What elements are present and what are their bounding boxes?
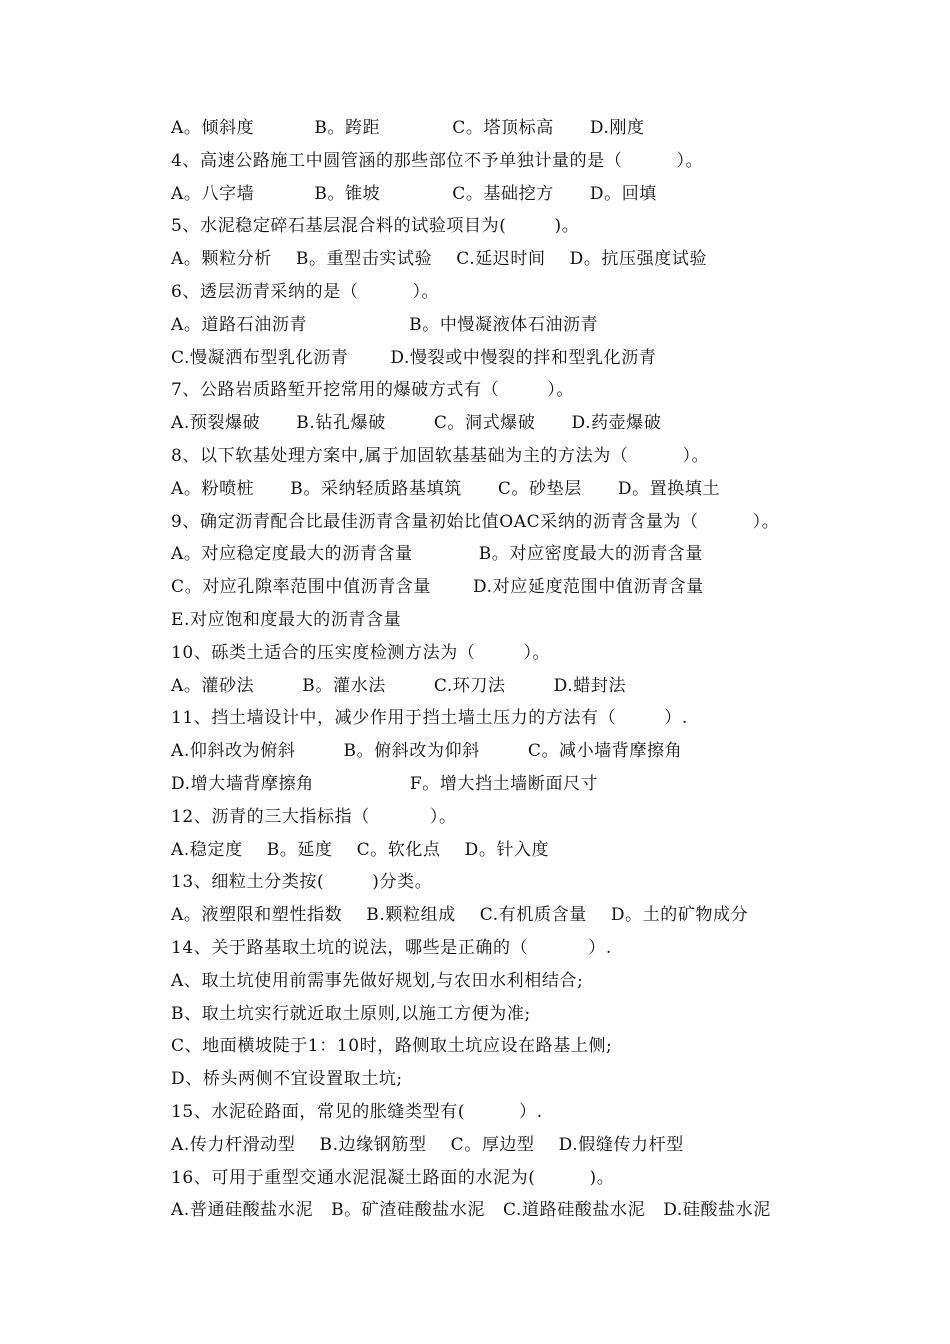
options-line-q9-b: C。对应孔隙率范围中值沥青含量 D.对应延度范围中值沥青含量 (171, 577, 704, 598)
options-line-q9-c: E.对应饱和度最大的沥青含量 (171, 609, 402, 630)
question-4: 4、高速公路施工中圆管涵的那些部位不予单独计量的是（ ）。 (171, 150, 704, 171)
question-13: 13、细粒土分类按( )分类。 (171, 872, 433, 893)
question-6: 6、透层沥青采纳的是（ ）。 (171, 281, 440, 302)
question-12: 12、沥青的三大指标指（ ）。 (171, 806, 457, 827)
options-line-q6-a: A。道路石油沥青 B。中慢凝液体石油沥青 (171, 314, 599, 335)
question-14: 14、关于路基取土坑的说法，哪些是正确的（ ）. (171, 937, 612, 958)
options-line-q8: A。粉喷桩 B。采纳轻质路基填筑 C。砂垫层 D。置换填土 (171, 478, 721, 499)
options-line-q14-d: D、桥头两侧不宜设置取土坑; (171, 1069, 403, 1090)
question-16: 16、可用于重型交通水泥混凝土路面的水泥为( )。 (171, 1167, 615, 1188)
question-10: 10、砾类土适合的压实度检测方法为（ ）。 (171, 642, 551, 663)
options-line-q15: A.传力杆滑动型 B.边缘钢筋型 C。厚边型 D.假缝传力杆型 (171, 1134, 684, 1155)
exam-question-list (171, 112, 931, 1227)
options-line-q10: A。灌砂法 B。灌水法 C.环刀法 D.蜡封法 (171, 675, 627, 696)
options-line-q14-c: C、地面横坡陡于1：10时，路侧取土坑应设在路基上侧; (171, 1036, 613, 1057)
question-8: 8、以下软基处理方案中,属于加固软基基础为主的方法为（ ）。 (171, 445, 710, 466)
question-5: 5、水泥稳定碎石基层混合料的试验项目为( )。 (171, 216, 580, 237)
options-line-q14-b: B、取土坑实行就近取土原则,以施工方便为准; (171, 1003, 531, 1024)
question-11: 11、挡土墙设计中，减少作用于挡土墙土压力的方法有（ ）. (171, 708, 688, 729)
question-7: 7、公路岩质路堑开挖常用的爆破方式有（ ）。 (171, 380, 574, 401)
question-15: 15、水泥砼路面，常见的胀缝类型有( ）. (171, 1101, 543, 1122)
options-line-q4: A。八字墙 B。锥坡 C。基础挖方 D。回填 (171, 183, 657, 204)
options-line-q9-a: A。对应稳定度最大的沥青含量 B。对应密度最大的沥青含量 (171, 544, 704, 565)
options-line-q12: A.稳定度 B。延度 C。软化点 D。针入度 (171, 839, 550, 860)
options-line-q3: A。倾斜度 B。跨距 C。塔顶标高 D.刚度 (171, 118, 645, 138)
options-line-q6-b: C.慢凝洒布型乳化沥青 D.慢裂或中慢裂的拌和型乳化沥青 (171, 347, 657, 368)
options-line-q16: A.普通硅酸盐水泥 B。矿渣硅酸盐水泥 C.道路硅酸盐水泥 D.硅酸盐水泥 (171, 1200, 771, 1221)
options-line-q14-a: A、取土坑使用前需事先做好规划,与农田水利相结合; (171, 970, 584, 991)
options-line-q13: A。液塑限和塑性指数 B.颗粒组成 C.有机质含量 D。土的矿物成分 (171, 905, 749, 926)
options-line-q5: A。颗粒分析 B。重型击实试验 C.延迟时间 D。抗压强度试验 (171, 249, 708, 270)
question-9: 9、确定沥青配合比最佳沥青含量初始比值OAC采纳的沥青含量为（ ）。 (171, 511, 780, 532)
options-line-q11-b: D.增大墙背摩擦角 F。增大挡土墙断面尺寸 (171, 773, 599, 794)
options-line-q7: A.预裂爆破 B.钻孔爆破 C。洞式爆破 D.药壶爆破 (171, 413, 662, 434)
options-line-q11-a: A.仰斜改为俯斜 B。俯斜改为仰斜 C。减小墙背摩擦角 (171, 741, 683, 762)
